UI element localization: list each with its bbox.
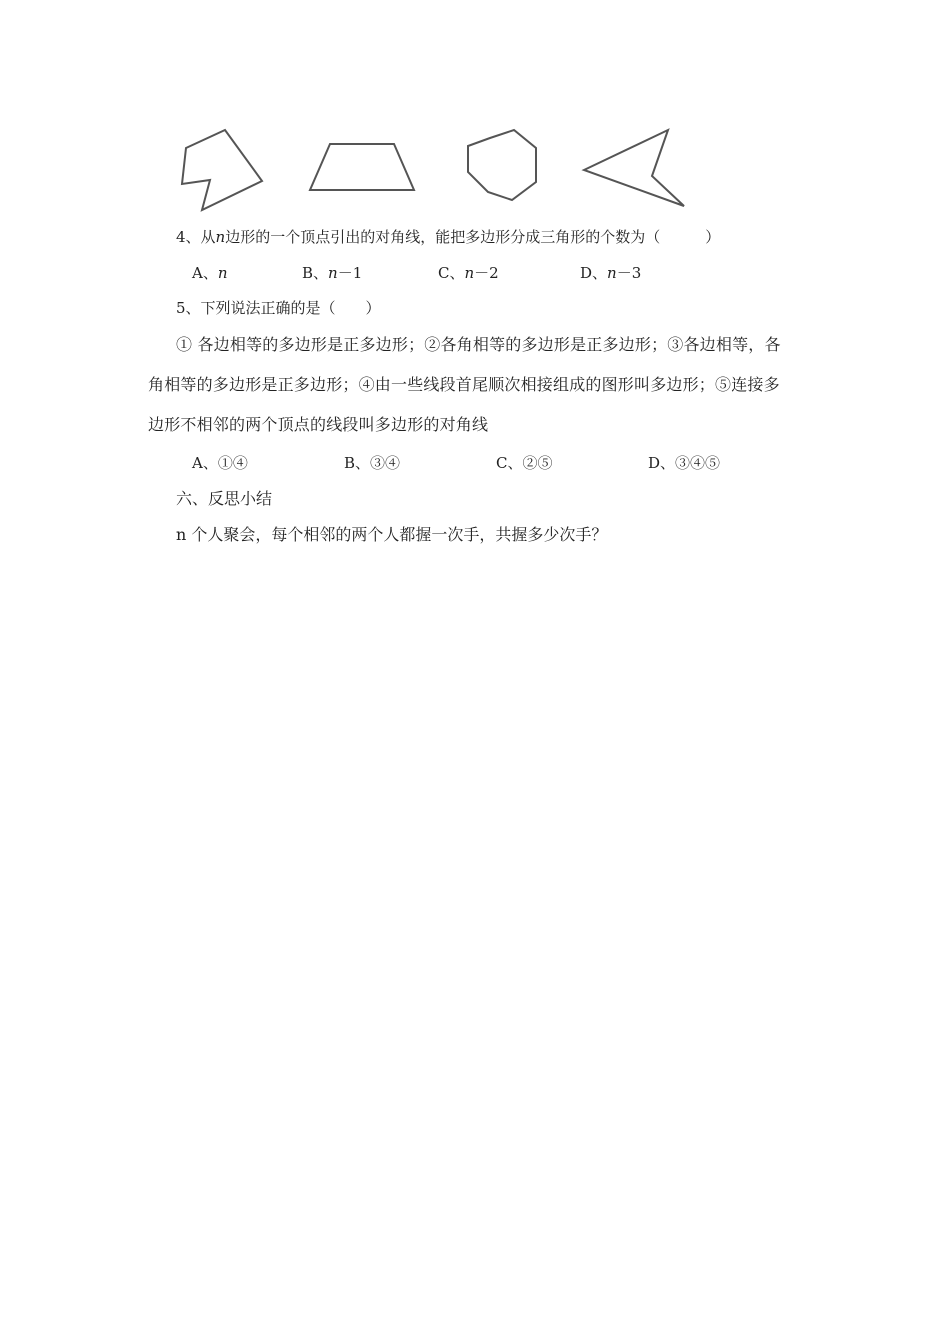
q5-option-b[interactable]: B、③④ — [344, 454, 401, 472]
q5-body-line-3: 边形不相邻的两个顶点的线段叫多边形的对角线 — [148, 415, 489, 434]
figure-concave-pentagon — [182, 130, 262, 210]
q4-text: 边形的一个顶点引出的对角线，能把多边形分成三角形的个数为（ ） — [225, 228, 721, 246]
q4-option-b[interactable]: B、n－1 — [302, 264, 363, 282]
figure-trapezoid — [310, 144, 414, 190]
q5-option-d[interactable]: D、③④⑤ — [648, 454, 721, 472]
q4-option-a[interactable]: A、n — [192, 264, 228, 282]
section-6-heading: 六、反思小结 — [176, 489, 273, 508]
q5-body-line-2: 角相等的多边形是正多边形；④由一些线段首尾顺次相接组成的图形叫多边形；⑤连接多 — [148, 375, 780, 394]
q4-variable: n — [215, 228, 226, 246]
figure-arrowhead — [584, 130, 684, 206]
q5-option-c[interactable]: C、②⑤ — [496, 454, 553, 472]
q4-prefix: 4、从 — [176, 228, 216, 246]
question-4 — [176, 226, 720, 248]
section-6-text: n 个人聚会，每个相邻的两个人都握一次手，共握多少次手？ — [176, 525, 608, 544]
figure-hexagon — [468, 130, 536, 200]
q5-body-line-1: ① 各边相等的多边形是正多边形；②各角相等的多边形是正多边形；③各边相等，各 — [176, 335, 781, 354]
q4-option-c[interactable]: C、n－2 — [438, 264, 499, 282]
polygon-figures — [170, 118, 710, 216]
q5-title: 5、下列说法正确的是（ ） — [176, 299, 381, 317]
q5-option-a[interactable]: A、①④ — [192, 454, 248, 472]
q4-option-d[interactable]: D、n－3 — [580, 264, 642, 282]
